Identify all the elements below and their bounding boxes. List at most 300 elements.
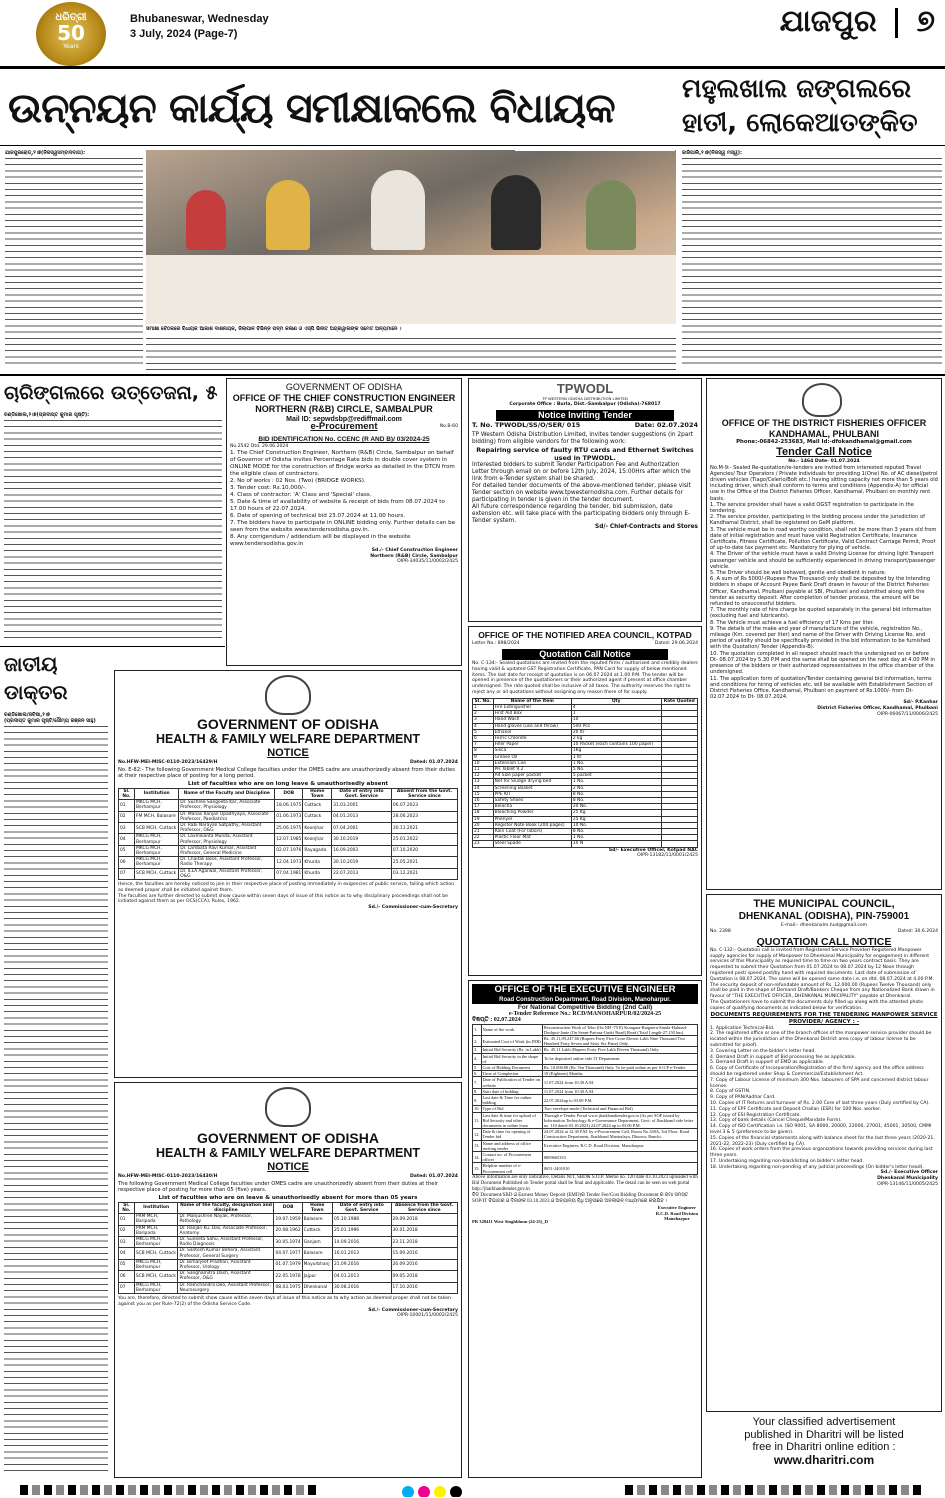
table-cell: 25 Kg xyxy=(571,810,661,816)
table-cell: 22.05.1978 xyxy=(274,1271,302,1282)
list-item: 5. The Driver should be well behaved, gentle and obedient in nature. xyxy=(710,570,887,577)
table-cell: 3 xyxy=(473,717,494,723)
table-cell: 2 xyxy=(473,711,494,717)
table-cell: Estimated Cost of Work (in INR) xyxy=(481,1036,542,1047)
lead-col-1: ଯାଜପୁରରୋଡ୍,୨।୭(ନିଜସ୍ୱସମ୍ବାଦଦାତା): xyxy=(5,150,143,372)
table-row xyxy=(119,868,458,879)
table-cell: 05.10.1988 xyxy=(332,1214,391,1225)
table-cell: 8 No. xyxy=(571,829,661,835)
table-cell: Dr. Suneeta Sahu, Assistant Professor, Radio Diagnosis xyxy=(178,1237,274,1248)
table-cell: 9 xyxy=(473,754,494,760)
table-header-cell: Sl. No. xyxy=(119,1202,135,1213)
table-cell: 2. xyxy=(473,1036,482,1047)
table-cell: 20 xyxy=(473,822,494,828)
ad-kotpad-nac: OFFICE OF THE NOTIFIED AREA COUNCIL, KOTPAD Letter No.: 898/2024 Dated: 29.06.2024 Quotation Call Notice No. C-134:- Sealed quotations are invited from the reputed firms / authorized and credibly dealers having valid & updated GST Registration Certificate, PAN Card for supply of below mentioned items. The last date for receipt of quotation is on 06.07.2024 at 1.00 P.M. The tender will be opened in presence of the quotationers or their authorized agent if present at office chamber undersigned. The rate quoted shall be inclusive of all taxes. The authority reserves the right to reject any or all quotations without assigning any reason there of for supply. Sl. No. Name of the Item Qty Rate Quoted 1 Fire Extinguisher 4 2 First Aid Box 1 3 Hand Wash 10 4 Hand gloves (use and throw) 500 Pcs 5 Ethanol 20 ltr 6 Ferric Chloride 2 kg 7 Filler Paper 10 Packet (each contains 100 paper) 8 Silica 1Kg 9 Grease Oil 1 ltr 10 Extension Coe 1 No. 11 PH Tablet 9.2 5 No. 12 A4 Size paper packet 5 packet 13 Net for Sludge drying bed 1 No. 14 Screening Basket 2 No. 15 PPE KIT 8 No. 16 Safety Shoes 8 No. 17 Belacha 20 No. 18 Bleaching Powder 25 Kg 19 Phenyel 25 Kg 20 Register Note Book (200 pages) 10 No. 21 Rain Coat (For labors) 8 No. 22 Plastic Floor Mat 1 No. 23 Steel Spade 10 N Sd/- Executive Officer, Kotpad NAC OIPR-13182/11/0001/2425 xyxy=(468,626,702,976)
table-header-cell: DOB xyxy=(275,788,303,799)
table-cell: MKCG MCH, Berhampur xyxy=(135,800,179,811)
table-cell: 22 xyxy=(473,835,494,841)
table-cell: 30.11.2021 xyxy=(391,823,457,834)
table-cell: SCB MCH, Cuttack xyxy=(134,1248,178,1259)
table-cell: 14. xyxy=(473,1152,482,1163)
table-cell: 02 xyxy=(119,1225,135,1236)
table-cell: 4 xyxy=(571,704,661,710)
table-cell: 08.03.1975 xyxy=(274,1282,302,1293)
table-cell: 30.05.1974 xyxy=(274,1237,302,1248)
table-header-cell: Absence from the Govt. Service since xyxy=(391,1202,458,1213)
table-row xyxy=(473,1163,698,1174)
table-cell: Filler Paper xyxy=(493,742,571,748)
table-cell: Phenyel xyxy=(493,816,571,822)
table-cell: Dhenkanal xyxy=(302,1282,332,1293)
table-cell: Steel Spade xyxy=(493,841,571,847)
list-item: 3. The vehicle must be in road worthy condition, shall not be more than 3 years old from date of initial registration and must have valid Registration Certificate, Insurance Certificate, Fitness Certificate, Pollution Certificate, Valid Contract Carriage Permit, Proof of up-to-date tax payment etc. Mandatory for plying of vehicle. xyxy=(710,526,937,552)
story3-body: ଚଣ୍ଡିଖୋଲ/ଜବିଷା,୨।୭ (ପ୍ରଦୀପ୍ତ କୁମାର ପୃଷ୍ଟି/ସୌମ୍ୟ ରଞ୍ଜନ ସାହୁ) xyxy=(4,712,108,1478)
list-item: 11. The application form of quotation/Tender containing general bid information, terms and conditions for hiring of vehicles etc. will be available with Establishment Section of District Fisheries Office, Kandhamal, Phulbani on payment of Rs.1000/- from Dt-02.07.2024 to Dt- 08.07.2024. xyxy=(710,675,933,701)
color-marks xyxy=(400,1483,540,1497)
ad-health-notice-1: GOVERNMENT OF ODISHA HEALTH & FAMILY WELFARE DEPARTMENT NOTICE No.HFW-MEI-MISC-0110-2023/16429/H Dated: 01.07.2024 No. E-82:- The following Government Medical College faculties under the OMES cadre are unauthorizedly absent from their duties at their respective place of posting for a long period. List of faculties who are on long leave & unauthorisedly absent Sl. No. Institution Name of the Faculty and Discipline DOB Home Town Date of entry into Govt. Service Absent from the Govt. Service since 01 MKCG MCH, Berhampur Dr. Sushree Sangeeta Kar, Associate Professor, Physiology 18.06.1975 Cuttack 31.03.2001 06.07.2023 02 FM MCH, Balasore Dr. Manas Ranjan Upadhyaya, Associate Professor, Paediatrics 01.06.1973 Cuttack 04.01.2013 28.06.2023 03 SCB MCH, Cuttack Dr. Rabi Narayan Satpathy, Assistant Professor, O&G 25.06.1975 Keonjhar 07.04.2001 30.11.2021 04 MKCG MCH, Berhampur Dr. Laxmikanta Munda, Assistant Professor, Physiology 12.07.1985 Keonjhar 30.10.2019 25.01.2022 05 MKCG MCH, Berhampur Dr. Lambata Ravi Kumar, Assistant Professor, General Medicine 02.07.1976 Rayagada 16.09.2003 07.10.2020 06 MKCG MCH, Berhampur Dr. Chaitali Bose, Assistant Professor, Radio Therapy 12.04.1973 Khurda 30.10.2019 25.05.2021 07 SCB MCH, Cuttack Dr. ILLA Agarwal, Assistant Professor, O&G 07.04.1981 Khurda 22.07.2013 03.12.2021 Hence, the faculties are hereby noticed to join in their respective place of posting immediately in exigencies of public service, failing which action as deemed proper shall be initiated against them. The faculties are further directed to submit show cause within seven days of issue of this notice as to why disciplinary proceedings shall not be initiated against them as per OCS(CCA), Rules, 1962. Sd./- Commissioner-cum-Secretary xyxy=(114,670,462,1078)
table-row xyxy=(473,1077,698,1088)
table-cell: Dr. Lambata Ravi Kumar, Assistant Professor, General Medicine xyxy=(179,845,275,856)
table-cell: 19 xyxy=(473,816,494,822)
table-cell: Cuttack xyxy=(302,1225,332,1236)
table-cell: 5 packet xyxy=(571,773,661,779)
table-cell: 09.05.2018 xyxy=(391,1271,458,1282)
table-cell: 1 No. xyxy=(571,760,661,766)
table-cell: 07.04.1981 xyxy=(275,868,303,879)
table-cell: 25.05.2021 xyxy=(391,857,457,868)
table-header-cell: Institution xyxy=(134,1202,178,1213)
story3-headline: ଜାତୀୟ ଡାକ୍ତର xyxy=(4,652,68,704)
table-cell: 30.08.2016 xyxy=(332,1282,391,1293)
table-cell: 29.09.2018 xyxy=(391,1214,458,1225)
table-cell: 3. xyxy=(473,1047,482,1053)
lead-col-2 xyxy=(146,336,676,372)
table-cell: 03 xyxy=(119,823,135,834)
table-cell: Belacha xyxy=(493,804,571,810)
table-cell: PRM MCH, Baripada xyxy=(134,1225,178,1236)
table-cell: 8. xyxy=(473,1088,482,1094)
list-item: 4. The Driver of the vehicle must have a valid Driving License for driving light Transport passenger vehicle and should be sufficiently experienced in driving transport/passenger vehicle. xyxy=(710,551,936,570)
table-cell: 16 xyxy=(473,798,494,804)
list-item: 8. The Vehicle must achieve a fuel efficiency of 17 Kms per liter. xyxy=(710,619,874,626)
table-cell: 2 kg xyxy=(571,736,661,742)
list-item: 8. Copy of GSTIN. xyxy=(710,1089,751,1095)
table-cell: 6 xyxy=(473,736,494,742)
ad-fisheries: OFFICE OF THE DISTRICT FISHERIES OFFICER KANDHAMAL, PHULBANI Phone:-06842-253683, Mail Id:-dfokandhamal@gmail.com Tender Call Notice No.- 1464 Date- 01.07.2024 No.M-9:- Sealed Re-quotation/re-tenders are invited from interested reputed Travel Agencies/ Tour Operators / Private individuals for providing 1(One) No. of AC diesel/petrol driven vehicles (Tiago/Celerio/Bolt etc.) having sitting capacity not more than 5 years old including driver, which shall conform to terms and conditions (Appendix-A) for official use in the Office of the District Fisheries Officer, Kandhamal, Phulbani on monthly rent basis. 1. The service provider shall have a valid OGST registration to participate in the tendering. 2. The service provider, participating in the bidding process under the jurisdiction of Kandhamal District, shall be registered on GeM platform. 3. The vehicle must be in road worthy condition, shall not be more than 3 years old from date of initial registration and must have valid Registration Certificate, Insurance Certificate, Fitness Certificate, Pollution Certificate, Valid Contract Carriage Permit, Proof of up-to-date tax payment etc. Mandatory for plying of vehicle. 4. The Driver of the vehicle must have a valid Driving License for driving light Transport passenger vehicle and should be sufficiently experienced in driving transport/passenger vehicle. 5. The Driver should be well behaved, gentle and obedient in nature. 6. A sum of Rs 5000/-(Rupees Five Thousand) only shall be deposited by the Intending bidders in shape of Account Payee Bank Draft drawn in favour of the District Fisheries Officer, Kandhamal, Phulbani payable at SBI, Phulbani and submitted along with the tender as security deposit. After completion of tender process, the amount will be refunded to unsuccessful bidders. 7. The monthly rate of hire charge be quoted separately in the general bid information (excluding fuel and lubricants). 8. The Vehicle must achieve a fuel efficiency of 17 Kms per liter. 9. The details of the make and year of manufacture of the vehicle, registration No., mileage (Km. covered per liter) and name of the Driver with Driving License No. and period of validity should be specifically provided in the bid information to be furnished with the Quotation/ Tender (Appendix-B). 10. The quotation completed in all respect should reach the undersigned on or before Dt- 08.07.2024 by 5.30 P.M and the same shall be opened on the next day at 4.00 PM in presence of the bidders or their authorized representatives in the office chamber of the undersigned. 11. The application form of quotation/Tender containing general bid information, terms and conditions for hiring of vehicles etc. will be available with Establishment Section of District Fisheries Office, Kandhamal, Phulbani on payment of Rs.1000/- from Dt-02.07.2024 to Dt- 08.07.2024. Sd/- P.Kanhar District Fisheries Officer, Kandhamal, Phulbani OIPR-06067/11/0006/2425 xyxy=(706,378,942,890)
table-header-cell: Absent from the Govt. Service since xyxy=(391,788,457,799)
table-cell: Bleaching Powder xyxy=(493,810,571,816)
table-cell: 21 xyxy=(473,829,494,835)
table-cell: 01.06.1973 xyxy=(275,811,303,822)
table-cell: 04.01.2013 xyxy=(332,1271,391,1282)
table-row xyxy=(119,1225,458,1236)
table-cell: Time of Completion xyxy=(481,1071,542,1077)
table-cell: 04.01.2013 xyxy=(332,811,392,822)
table-cell: Dr. Sushree Sangeeta Kar, Associate Professor, Physiology xyxy=(179,800,275,811)
table-row xyxy=(119,1271,458,1282)
lead-headline: ଉନ୍ନୟନ କାର୍ଯ୍ୟ ସମୀକ୍ଷାକଲେ ବିଧାୟକ xyxy=(8,84,615,132)
table-cell: SCB MCH, Cuttack xyxy=(135,868,179,879)
table-cell: 23.11.2018 xyxy=(391,1237,458,1248)
fisheries-conditions-list xyxy=(710,502,938,701)
table-cell: Balasore xyxy=(302,1248,332,1259)
table-cell: SCB MCH, Cuttack xyxy=(135,823,179,834)
odisha-emblem-icon xyxy=(265,675,311,715)
odisha-emblem-icon xyxy=(265,1087,311,1127)
list-item: 9. The details of the make and year of manufacture of the vehicle, registration No., mileage (Km. covered per liter) and name of the Driver with Driving License No. and period of validity should be specifically provided in the bid information to be furnished with the Quotation/ Tender (Appendix-B). xyxy=(710,625,931,651)
list-item: 12. Copy of ESI Registration Certificate. xyxy=(710,1112,801,1118)
table-cell: 11 xyxy=(473,767,494,773)
list-item: 1. Application Technical-Bid. xyxy=(710,1025,775,1031)
table-cell: PPE KIT xyxy=(493,791,571,797)
table-cell: 17 xyxy=(473,804,494,810)
table-cell: Dr. Chaitali Bose, Assistant Professor, Radio Therapy xyxy=(179,857,275,868)
table-cell: 05 xyxy=(119,845,135,856)
table-row xyxy=(473,1112,698,1129)
list-item: 10. The quotation completed in all respect should reach the undersigned on or before Dt- 08.07.2024 by 5.30 P.M and the same shall be opened on the next day at 4.00 PM in presence of the bidders or their authorized representatives in the office chamber of the undersigned. xyxy=(710,650,935,676)
table-cell: Khurda xyxy=(303,857,332,868)
list-item: 18. Undertaking regarding non-pending of any judicial proceedings (On bidder's letter head). xyxy=(710,1164,924,1170)
table-cell: MKCG MCH, Berhampur xyxy=(134,1237,178,1248)
table-cell: 12 xyxy=(473,773,494,779)
table-header-cell: Sl. No. xyxy=(119,788,135,799)
table-header-cell: Home Town xyxy=(302,1202,332,1213)
ad-chief-construction-engineer: GOVERNMENT OF ODISHA OFFICE OF THE CHIEF CONSTRUCTION ENGINEER NORTHERN (R&B) CIRCLE, SAMBALPUR Mail ID: sepwdsbp@rediffmail.com e-Procurement No.B-60 BID IDENTIFICATION No. CCENC (R AND B)/ 03/2024-25 No.2542 Dtd. 29.06.2024 1. The Chief Construction Engineer, Northern (R&B) Circle, Sambalpur on behalf of Governor of Odisha invites Percentage Rate bids in double cover system in ONLINE MODE for the construction of Bridge works as detailed in the DTCN from the eligible class of contractors. 2. No of works : 02 Nos. (Two) (BRIDGE WORKS). 3. Tender cost: Rs.10,000/-. 4. Class of contractor: 'A' Class and 'Special' class. 5. Date & time of availability of website & receipt of bids from 08.07.2024 to 17.00 hours of 22.07.2024. 6. Date of opening of technical bid 23.07.2024 at 11.00 hours. 7. The bidders have to participate in ONLINE bidding only. Further details can be seen from the website www.tendersodisha.gov.in. 8. Any corrigendum / addendum will be displayed in the website www.tendersodisha.gov.in Sd./- Chief Construction Engineer Northern (R&B) Circle, Sambalpur OIPR-34035/11/0002/2425 xyxy=(226,378,462,666)
table-cell: 10 N xyxy=(571,841,661,847)
table-row xyxy=(473,1065,698,1071)
table-cell: 4 xyxy=(473,723,494,729)
table-cell: 1 xyxy=(473,704,494,710)
table-cell: Dr. ILLA Agarwal, Assistant Professor, O&G xyxy=(179,868,275,879)
table-cell: 5 No. xyxy=(571,767,661,773)
table-cell: 10 xyxy=(473,760,494,766)
table-row xyxy=(473,1129,698,1140)
table-cell: Rs. 45,11,09,247.66 (Rupees Forty Five Crore Eleven Lakh Nine Thousand Two Hundred Forty Seven and Sixty Six Paise) Only. xyxy=(542,1036,697,1047)
table-cell: 30.10.2019 xyxy=(332,857,392,868)
table-cell: 02 xyxy=(119,811,135,822)
table-cell: PH Tablet 9.2 xyxy=(493,767,571,773)
health-table-1 xyxy=(118,788,458,880)
table-row xyxy=(473,1140,698,1151)
table-cell: 07.10.2020 xyxy=(391,845,457,856)
table-cell: 25 Kg xyxy=(571,816,661,822)
table-cell: 0651-2401010 xyxy=(542,1163,697,1174)
table-cell: Safety Shoes xyxy=(493,798,571,804)
table-cell: First Aid Box xyxy=(493,711,571,717)
table-cell: Name of the work xyxy=(481,1024,542,1035)
table-row xyxy=(119,1282,458,1293)
table-row xyxy=(119,1237,458,1248)
table-cell: 1 No. xyxy=(571,779,661,785)
table-cell: 1. xyxy=(473,1024,482,1035)
table-cell: 13. xyxy=(473,1140,482,1151)
table-cell: 25.01.2022 xyxy=(391,834,457,845)
table-cell: 9. xyxy=(473,1095,482,1106)
table-cell: 1Kg xyxy=(571,748,661,754)
table-cell: Dr. Manas Ranjan Upadhyaya, Associate Professor, Paediatrics xyxy=(179,811,275,822)
table-cell: 24.07.2024 at 12.30 P.M. by e-Procurement Cell, Room No.330A, 3rd Floor, Road Construction Department, Jharkhand Mantralaya, Dhurwa, Ranchi. xyxy=(542,1129,697,1140)
table-cell: 8809665333 xyxy=(542,1152,697,1163)
side-story-body: ଜାଜିପାଲି,୨।୭(ନିଜସ୍ୱ ମସ୍ୱ): xyxy=(682,150,942,372)
table-cell: 8 No. xyxy=(571,798,661,804)
table-cell: 12.07.1985 xyxy=(275,834,303,845)
table-row xyxy=(119,1248,458,1259)
table-cell: 4. xyxy=(473,1053,482,1064)
table-cell: 5. xyxy=(473,1065,482,1071)
table-cell: Start date of bidding xyxy=(481,1088,542,1094)
table-cell: 12. xyxy=(473,1129,482,1140)
table-cell: Contact no. of Procurement officer xyxy=(481,1152,542,1163)
table-cell: 30.10.2019 xyxy=(332,834,392,845)
table-row xyxy=(119,857,458,868)
table-cell: Cuttack xyxy=(303,811,332,822)
table-cell: Jajpur xyxy=(302,1271,332,1282)
table-cell: Reconstruction Work of Tebo (On NH -75 E) Kotagara-Raiguera-Simda-Halmad-Doshpui-Jante (On Seran-Patrasa-Gudri Road) Road (Total Length-27.150 km). xyxy=(542,1024,697,1035)
table-header-cell: Name of the Item xyxy=(493,698,571,704)
table-cell: 14.09.2016 xyxy=(332,1237,391,1248)
side-headline: ମହୁଲଖାଲ ଜଙ୍ଗଲରେ ହାତୀ, ଲୋକେଆତଙ୍କିତ xyxy=(682,74,918,138)
table-header-cell: Rate Quoted xyxy=(661,698,698,704)
table-cell: Net for Sludge drying bed xyxy=(493,779,571,785)
table-cell: 21.09.2016 xyxy=(332,1259,391,1270)
table-cell: Keonjhar xyxy=(303,834,332,845)
table-cell: Grease Oil xyxy=(493,754,571,760)
table-header-cell: Qty xyxy=(571,698,661,704)
table-cell: Dr. Santosh Kumar Behera, Assistant Professor, General Surgery xyxy=(178,1248,274,1259)
table-cell: Hand gloves (use and throw) xyxy=(493,723,571,729)
table-cell: Ethanol xyxy=(493,729,571,735)
list-item: 2. The service provider, participating in the bidding process under the jurisdiction of Kandhamal District, shall be registered on GeM platform. xyxy=(710,514,925,527)
table-header-cell: Name of the faculty, designation and discipline xyxy=(178,1202,274,1213)
table-cell: 6. xyxy=(473,1071,482,1077)
table-cell: 06 xyxy=(119,857,135,868)
list-item: 14. Copy of ISO Certification i.e. ISO 9001, SA 8000, 20000, 22000, 27001, 45001, 30500, CMMI level 3 & 5 (preference to be given). xyxy=(710,1124,932,1135)
table-cell: MKCG MCH, Berhampur xyxy=(135,834,179,845)
table-cell: 04.07.1977 xyxy=(274,1248,302,1259)
list-item: 3. Covering Letter on the bidder's letter head. xyxy=(710,1048,816,1054)
table-cell: 13 xyxy=(473,779,494,785)
table-header-cell: Home Town xyxy=(303,788,332,799)
dharitri-logo: ଧରିତ୍ରୀ 50 Years xyxy=(36,2,106,66)
table-cell: 15. xyxy=(473,1163,482,1174)
table-cell: Initial Bid Security (Rs. in Lakh) xyxy=(482,1047,541,1053)
table-cell: Rs. 45.11 Lakh (Rupees Forty Five Lakh Eleven Thousand) Only. xyxy=(542,1047,697,1053)
registration-strip xyxy=(0,1482,945,1498)
table-cell: 20 No. xyxy=(571,804,661,810)
table-cell: 12.04.1973 xyxy=(275,857,303,868)
table-cell: Executive Engineer, R.C.D. Road Division, Manoharpur. xyxy=(542,1140,697,1151)
table-cell: 30.01.2018 xyxy=(391,1225,458,1236)
table-row xyxy=(119,823,458,834)
table-row xyxy=(119,845,458,856)
list-item: 7. Copy of Labour License of minimum 300 Nos. labourers of SPA and concerned district labour license. xyxy=(710,1077,929,1089)
table-cell: 20.08.1962 xyxy=(274,1225,302,1236)
table-cell: Dr. Laxmikanta Munda, Assistant Professor, Physiology xyxy=(179,834,275,845)
table-cell: MKCG MCH, Berhampur xyxy=(135,845,179,856)
table-header-cell: Sl. No. xyxy=(473,698,494,704)
table-cell: Rain Coat (For labors) xyxy=(493,829,571,835)
table-cell: 1 No. xyxy=(571,835,661,841)
table-cell: 06 xyxy=(119,1271,135,1282)
table-row xyxy=(473,1152,698,1163)
district-title: ଯାଜପୁର ୭ xyxy=(779,4,935,39)
table-cell: 26.09.2016 xyxy=(391,1259,458,1270)
table-cell: Mayurbhanj xyxy=(302,1259,332,1270)
table-cell: Date of Publication of Tender on website xyxy=(481,1077,542,1088)
table-cell: MKCG MCH, Berhampur xyxy=(134,1282,178,1293)
table-cell: 7. xyxy=(473,1077,482,1088)
table-cell: Balasore xyxy=(302,1214,332,1225)
list-item: 7. The monthly rate of hire charge be quoted separately in the general bid information (excluding fuel and lubricants). xyxy=(710,607,932,620)
table-cell: Silica xyxy=(493,748,571,754)
table-cell: 500 Pcs xyxy=(571,723,661,729)
table-cell: MKCG MCH, Berhampur xyxy=(135,857,179,868)
table-row xyxy=(119,1259,458,1270)
table-row xyxy=(119,811,458,822)
table-header-cell: Name of the Faculty and Discipline xyxy=(179,788,275,799)
table-cell: 14 xyxy=(473,785,494,791)
table-header-cell: Date of entry into Govt. Service xyxy=(332,788,392,799)
list-item: 9. Copy of PAN/Aadhar Card. xyxy=(710,1095,776,1101)
table-cell: Fire Extinguisher xyxy=(493,704,571,710)
ee-tender-table xyxy=(472,1024,698,1175)
table-header-cell: DOB xyxy=(274,1202,302,1213)
table-cell: Initial Bid Security in the shape of xyxy=(481,1053,542,1064)
table-row xyxy=(473,1095,698,1106)
table-cell: Last date & Time for online bidding xyxy=(481,1095,542,1106)
list-item: 16. Copies of work orders from the previous organizations towards providing services during last three years. xyxy=(710,1147,933,1159)
table-row xyxy=(473,1036,698,1047)
table-cell: Cuttack xyxy=(303,800,332,811)
list-item: 6. Copy of Certificate of Incorporation/Registration of the firm/ agency and the office address should be registered under Shop & Commercial/Establishment Act. xyxy=(710,1066,924,1077)
table-cell: Type of Bid xyxy=(481,1106,542,1112)
list-item: 17. Undertaking regarding non-blacklisting on bidder's letter head. xyxy=(710,1158,864,1164)
table-cell: Date & time for opening of Tender bid xyxy=(481,1129,542,1140)
odisha-emblem-icon xyxy=(802,383,842,417)
lead-photo-caption: ସମୀକ୍ଷା ବୈଠକରେ ବିଧାୟକ ଆକାଶ ଦାଶନାୟକ, ଜିଲାପାଳ ବିଭିନ୍ନ ପଦ୍ମ କଳାଣ ଓ ଏସ୍‌ପି ଭିନୀତ ଅଗ୍ରୱାଲଙ୍କ ସମେତ ଅନ୍ୟମାନେ । xyxy=(146,326,402,332)
table-cell: 18 xyxy=(473,810,494,816)
table-cell: SCB MCH, Cuttack xyxy=(134,1271,178,1282)
table-cell: Through e-Tender Portal www.jharkhandtender.gov.in (As per SOP issued by Information Technology & e-Governance Department, Govt. of Jharkhand vide letter no. 110 dated 03.10.2023) 22.07.2024 up to 03.00 P.M. xyxy=(542,1112,697,1129)
list-item: 15. Copies of the financial statements along with balance sheet for the last three years (2020-21, 2021-22, 2022-23) (Duly certified by CA). xyxy=(710,1135,935,1147)
table-cell: Dr. Rabi Narayan Satpathy, Assistant Professor, O&G xyxy=(179,823,275,834)
table-cell: 20 ltr xyxy=(571,729,661,735)
table-cell: 01 xyxy=(119,800,135,811)
table-cell: Name and address of office inviting tender xyxy=(481,1140,542,1151)
table-cell: 22.07.2024up to 03.00 P.M. xyxy=(542,1095,697,1106)
table-cell: Keonjhar xyxy=(303,823,332,834)
table-cell: PRM MCH, Baripada xyxy=(134,1214,178,1225)
table-cell: 8 xyxy=(473,748,494,754)
table-cell: Dr. Manjushree Nayak, Professor, Pathology xyxy=(178,1214,274,1225)
table-cell: 10 No. xyxy=(571,822,661,828)
ad-executive-engineer: OFFICE OF THE EXECUTIVE ENGINEER Road Construction Department, Road Division, Manoharpur. For National Competitive Bidding (2nd Call) e-Tender Reference No.: RCD/MANOHARPUR/02/2024-25 ବିଜ୍ଞପ୍ତି : 02.07.2024 1. Name of the work Reconstruction Work of Tebo (On NH -75 E) Kotagara-Raiguera-Simda-Halmad-Doshpui-Jante (On Seran-Patrasa-Gudri Road) Road (Total Length-27.150 km). 2. Estimated Cost of Work (in INR) Rs. 45,11,09,247.66 (Rupees Forty Five Crore Eleven Lakh Nine Thousand Two Hundred Forty Seven and Sixty Six Paise) Only. 3. Initial Bid Security (Rs. in Lakh) Rs. 45.11 Lakh (Rupees Forty Five Lakh Eleven Thousand) Only. 4. Initial Bid Security in the shape of To be deposited online vide IT Department. 5. Cost of Bidding Document Rs. 10,000.00 (Rs. Ten Thousand) Only. To be paid online as per S.O.P e-Tender 6. Time of Completion 18 (Eighteen) Months. 7. Date of Publication of Tender on website 11.07.2024 from 10.30 A.M. 8. Start date of bidding 11.07.2024 from 10.30 A.M. 9. Last date & Time for online bidding 22.07.2024up to 03.00 P.M. 10. Type of Bid Two envelope mode (Technical and Financial Bid) 11. Last date & time for upload of Bid Security and other documents in online form Through e-Tender Portal www.jharkhandtender.gov.in (As per SOP issued by Information Technology & e-Governance Department, Govt. of Jharkhand vide letter no. 110 dated 03.10.2023) 22.07.2024 up to 03.00 P.M. 12. Date & time for opening of Tender bid 24.07.2024 at 12.30 P.M. by e-Procurement Cell, Room No.330A, 3rd Floor, Road Construction Department, Jharkhand Mantralaya, Dhurwa, Ranchi. 13. Name and address of office inviting tender Executive Engineer, R.C.D. Road Division, Manoharpur. 14. Contact no. of Procurement officer 8809665333 15. Helpline number of e-Procurement cell 0651-2401010 Above information are only indicative, Details NIT, SBD& S.O.P. Memo no. 120 date 03.10.2023 uploaded with Bid Document Published on Tender portal shall be final and applicable. The detail can be seen on web portal http://jharkhandtender.gov.in ବିଡ୍ Document/SBD ଓ Earnest Money Deposit (EMD)ର Tender Fee/Cost Bidding Document ର ଜମା ସମସ୍ତ SOP/IT ବିଭାଗର ଓ ଦିନାଙ୍କ 03.10.2023 ଓ ଅନ୍ୟାନ୍ୟ ବିଧି ଅନୁସାରେ ଅନଲାଇନ୍ ମାଧ୍ୟମରେ କରାଯିବ । PR 328411 West Singhbhum (24-25)_D Executive Engineer R.C.D. Road Division Manoharpur xyxy=(468,980,702,1478)
table-cell: 10 xyxy=(571,717,661,723)
table-cell: MKCG MCH, Berhampur xyxy=(134,1259,178,1270)
table-cell: 1 xyxy=(571,711,661,717)
table-cell: Register Note Book (200 pages) xyxy=(493,822,571,828)
table-cell: Dr. Ramchandra Deo, Assistant Professor, Neurosurgery xyxy=(178,1282,274,1293)
table-cell: 10. xyxy=(474,1106,480,1112)
table-cell: Ferric Chloride xyxy=(493,736,571,742)
table-cell: Screening Basket xyxy=(493,785,571,791)
table-cell: 03 xyxy=(119,1237,135,1248)
table-cell: Last date & time for upload of Bid Security and other documents in online form xyxy=(481,1112,542,1129)
table-cell: 15.09.2016 xyxy=(391,1248,458,1259)
dhenkanal-documents-list xyxy=(710,1026,938,1171)
table-cell: Helpline number of e-Procurement cell xyxy=(481,1163,542,1174)
table-cell: 03.12.2021 xyxy=(391,868,457,879)
table-cell: 18 (Eighteen) Months. xyxy=(542,1071,697,1077)
list-item: 11. Copy of EPF Certificate and Deposit Challan (ESR) for 100 Nos. worker. xyxy=(710,1106,881,1112)
table-cell: A4 Size paper packet xyxy=(493,773,571,779)
table-cell: 28.06.2023 xyxy=(391,811,457,822)
masthead xyxy=(0,0,945,70)
table-cell: Khurda xyxy=(303,868,332,879)
table-cell: 01.07.1979 xyxy=(274,1259,302,1270)
table-cell: 25.01.1996 xyxy=(332,1225,391,1236)
table-cell: 06.07.2023 xyxy=(391,800,457,811)
table-cell: 25.06.1975 xyxy=(275,823,303,834)
table-cell: 7 xyxy=(473,742,494,748)
table-cell: 31.03.2001 xyxy=(332,800,392,811)
table-cell: FM MCH, Balasore xyxy=(135,811,179,822)
table-cell: Dr. Sanghamitra Dash, Assistant Professor, O&G xyxy=(178,1271,274,1282)
table-row xyxy=(119,834,458,845)
table-cell: Extension Coe xyxy=(493,760,571,766)
table-row xyxy=(473,1053,698,1064)
ad-dhenkanal-municipality: THE MUNICIPAL COUNCIL, DHENKANAL (ODISHA), PIN-759001 E-mail:- dhenkanalm.hud@gmail.com No. 2398 Dated: 30.6.2024 QUOTATION CALL NOTICE No. C-132:- Quotation call is invited from Registered Service Provider/ Registered Manpower supply agencies for supply of Manpower to Dhenkanal Municipality for engagement in different services of this Municipality as required time to time on two years contract basis. They are requested to submit their Quotation from 01.07.2024 to 08.07.2024 by 12 Noon through registered post/ speed post/by hand with required documents. Last date of submission of Quotation is 08.07.2024. The same will be opened same date i.e. on dtd. 08.07.2024 at 4.00 P.M. The security deposit of non-refundable amount of Rs. 12,000.00 (Rupees Twelve Thousand) only shall be paid in the shape of Demand Draft/Bankers Cheque from any Nationalized Bank drawn in favour of "THE EXECUTIVE OFFICER, DHENKANAL MUNICIPALITY" payable at Dhenkanal. The Quotationers have to submit the documents duly filled up along with the attested photo copies of qualifying documents as indicated below for verification. DOCUMENTS REQUIREMENTS FOR THE TENDERING MANPOWER SERVICE PROVIDER/ AGENCY : - 1. Application Technical-Bid. 2. The registered office or one of the branch offices of the manpower service provider should be located within the jurisdiction of the Dhenkanal District area (copy of labour license to be submitted for proof). 3. Covering Letter on the bidder's letter head. 4. Demand Draft in support of Bid processing fee as applicable. 5. Demand Draft in support of EMD as applicable. 6. Copy of Certificate of Incorporation/Registration of the firm/ agency and the office address should be registered under Shop & Commercial/Establishment Act. 7. Copy of Labour License of minimum 300 Nos. labourers of SPA and concerned district labour license. 8. Copy of GSTIN. 9. Copy of PAN/Aadhar Card. 10. Copies of IT Returns and turnover of Rs. 2.00 Core of last three years (Duly certified by CA). 11. Copy of EPF Certificate and Deposit Challan (ESR) for 100 Nos. worker. 12. Copy of ESI Registration Certificate. 13. Copy of bank details (Cancel Cheque/Mandate Form). 14. Copy of ISO Certification i.e. ISO 9001, SA 8000, 20000, 22000, 27001, 45001, 30500, CMMI level 3 & 5 (preference to be given). 15. Copies of the financial statements along with balance sheet for the last three years (2020-21, 2021-22, 2022-23) (Duly certified by CA). 16. Copies of work orders from the previous organizations towards providing services during last three years. 17. Undertaking regarding non-blacklisting on bidder's letter head. 18. Undertaking regarding non-pending of any judicial proceedings (On bidder's letter head). Sd./- Executive Officer Dhenkanal Municipality OIPR-13146/11/0005/2425 xyxy=(706,894,942,1412)
table-cell: 11.07.2024 from 10.30 A.M. xyxy=(542,1088,697,1094)
table-cell: 23 xyxy=(473,841,494,847)
table-cell: Ganjam xyxy=(302,1237,332,1248)
table-cell: Dr. Bimarjeet Pradhan, Assistant Professor, Urology xyxy=(178,1259,274,1270)
table-cell: 10 Packet (each contains 100 paper) xyxy=(571,742,661,748)
table-cell: To be deposited online vide IT Department. xyxy=(542,1053,697,1064)
ad-health-notice-2: GOVERNMENT OF ODISHA HEALTH & FAMILY WELFARE DEPARTMENT NOTICE No.HFW-MEI-MISC-0110-2023/16430/H Dated: 01.07.2024 The following Government Medical College faculties under OMES cadre are unauthorizedly absent from their duties at their respective place of posting for more than 05 (five) years. List of faculties who are on leave & unauthorisedly absent for more than 05 years Sl. No. Institution Name of the faculty, designation and discipline DOB Home Town Date of entry into Govt. Service Absence from the Govt. Service since 01 PRM MCH, Baripada Dr. Manjushree Nayak, Professor, Pathology 19.07.1959 Balasore 05.10.1988 29.09.2018 02 PRM MCH, Baripada Dr. Ranjan Ku. Das, Associate Professor, Anatomy 20.08.1962 Cuttack 25.01.1996 30.01.2018 03 MKCG MCH, Berhampur Dr. Suneeta Sahu, Assistant Professor, Radio Diagnosis 30.05.1974 Ganjam 14.09.2016 23.11.2018 04 SCB MCH, Cuttack Dr. Santosh Kumar Behera, Assistant Professor, General Surgery 04.07.1977 Balasore 16.01.2013 15.09.2016 05 MKCG MCH, Berhampur Dr. Bimarjeet Pradhan, Assistant Professor, Urology 01.07.1979 Mayurbhanj 21.09.2016 26.09.2016 06 SCB MCH, Cuttack Dr. Sanghamitra Dash, Assistant Professor, O&G 22.05.1978 Jajpur 04.01.2013 09.05.2018 07 MKCG MCH, Berhampur Dr. Ramchandra Deo, Assistant Professor, Neurosurgery 08.03.1975 Dhenkanal 30.08.2016 17.10.2016 You are, therefore, directed to submit show cause within seven days of issue of this notice as to why action as deemed proper shall not be taken against you as per Rule-72(2) of the Odisha Service Code. Sd./- Commissioner-cum-Secretary OIPR-10001/11/0002/2425 xyxy=(114,1082,462,1478)
table-cell: 05 xyxy=(119,1259,135,1270)
story2-headline: ଚାରିଙ୍ଗଲରେ ଉତ୍ତେଜନା, ୫ xyxy=(4,382,218,404)
lead-col-3 xyxy=(515,150,675,151)
list-item: 4. Demand Draft in support of Bid processing fee as applicable. xyxy=(710,1054,856,1060)
table-cell: 19.07.1959 xyxy=(274,1214,302,1225)
table-cell: 15 xyxy=(473,791,494,797)
list-item: 6. A sum of Rs 5000/-(Rupees Five Thousand) only shall be deposited by the Intending bidders in shape of Account Payee Bank Draft drawn in favour of the District Fisheries Officer, Kandhamal, Phulbani payable at SBI, Phulbani and submitted along with the tender as security deposit. After completion of tender process, the amount will be refunded to unsuccessful bidders. xyxy=(710,576,931,608)
table-header-cell: Date of entry into Govt. Service xyxy=(332,1202,391,1213)
list-item: 10. Copies of IT Returns and turnover of Rs. 2.00 Core of last three years (Duly certified by CA). xyxy=(710,1100,930,1106)
table-cell: 01 xyxy=(119,1214,135,1225)
table-cell: 18.06.1975 xyxy=(275,800,303,811)
table-cell: 11.07.2024 from 10.30 A.M. xyxy=(542,1077,697,1088)
table-cell: 16.01.2013 xyxy=(332,1248,391,1259)
list-item: 13. Copy of bank details (Cancel Cheque/Mandate Form). xyxy=(710,1118,842,1124)
kotpad-items-table xyxy=(472,698,698,848)
table-cell: 11. xyxy=(473,1112,482,1129)
table-cell: Dr. Ranjan Ku. Das, Associate Professor, Anatomy xyxy=(178,1225,274,1236)
table-cell: Rs. 10,000.00 (Rs. Ten Thousand) Only. To be paid online as per S.O.P e-Tender xyxy=(542,1065,697,1071)
table-row xyxy=(119,1214,458,1225)
table-cell: 8 No. xyxy=(571,791,661,797)
table-cell: 07 xyxy=(119,868,135,879)
table-cell: Rayagada xyxy=(303,845,332,856)
table-cell: 04 xyxy=(119,1248,135,1259)
table-row xyxy=(473,841,698,847)
table-cell: 22.07.2013 xyxy=(332,868,392,879)
table-cell: 16.09.2003 xyxy=(332,845,392,856)
date-line: Bhubaneswar, Wednesday 3 July, 2024 (Page-7) xyxy=(130,13,269,40)
table-cell: 02.07.1976 xyxy=(275,845,303,856)
ad-tpwodl: TPWODL TP WESTERN ODISHA DISTRIBUTION LIMITED Corporate Office : Burla, Dist.-Sambalpur (Odisha)-768017 Notice Inviting Tender T. No. TPWODL/SS/O/SER/ 015 Date: 02.07.2024 TP Western Odisha Distribution Limited, invites tender suggestions (in 2part bidding) from eligible vendors for the following work: Repairing service of faulty RTU cards and Ethernet Switches used in TPWODL. Interested bidders to submit Tender Participation Fee and Authorization Letter through email on or before 12th July, 2024, 15:00Hrs after which the link from e-Tender system shall be shared. For detailed tender documents of the above-mentioned tender, please visit Tender section on website www.tpwesternodisha.com. Further details for participating in tender is given in the tender document. All future correspondence regarding the tender, bid submission, date extension etc. will take place with the participating bidders only through E-Tender system. Sd/- Chief-Contracts and Stores xyxy=(468,378,702,622)
